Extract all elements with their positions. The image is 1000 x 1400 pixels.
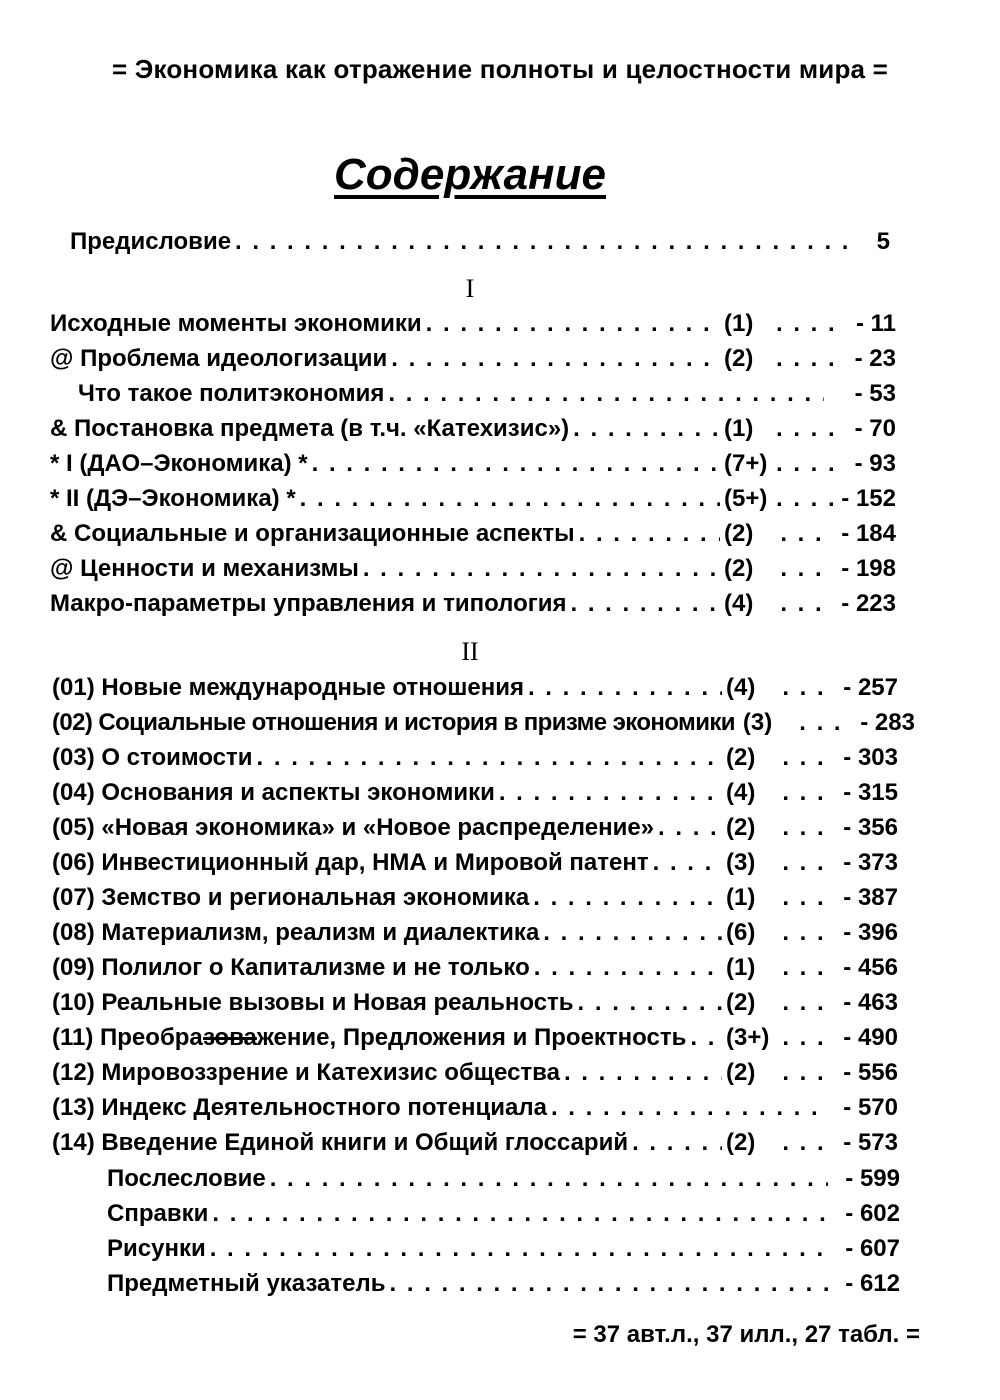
dot-leader: [499, 779, 722, 807]
toc-row: [52, 919, 898, 954]
dot-leader: . . .: [782, 1129, 826, 1156]
entry-label: * I (ДАО–Экономика) *: [50, 450, 308, 477]
section-1-entries: [50, 310, 896, 625]
entry-label: (14) Введение Единой книги и Общий глоссарий: [52, 1129, 629, 1156]
entry-label: Послесловие: [107, 1165, 266, 1192]
toc-row: [52, 814, 898, 849]
entry-count: (2): [726, 814, 756, 841]
entry-label: Предисловие: [70, 228, 232, 255]
entry-page: - 198: [841, 555, 896, 582]
entry-label: (01) Новые международные отношения: [52, 674, 524, 701]
entry-count: (4): [726, 779, 756, 806]
toc-row: [52, 989, 898, 1024]
dot-leader: [391, 345, 720, 373]
entry-page: - 599: [845, 1165, 900, 1192]
dot-leader: [564, 1059, 722, 1087]
dot-leader: . . .: [782, 674, 826, 701]
entry-count: (4): [724, 590, 754, 617]
dot-leader: . . .: [782, 1059, 826, 1086]
toc-row: [50, 415, 896, 450]
toc-row: [50, 520, 896, 555]
entry-page: - 570: [843, 1094, 898, 1121]
entry-page: - 315: [843, 779, 898, 806]
toc-row: [52, 884, 898, 919]
dot-leader: . . .: [782, 919, 826, 946]
entry-label: @ Ценности и механизмы: [50, 555, 359, 582]
entry-label: (12) Мировоззрение и Катехизис общества: [52, 1059, 560, 1086]
toc-row: [107, 1235, 900, 1270]
entry-label: (02) Социальные отношения и история в призме экономики: [52, 709, 735, 736]
entry-count: (3): [726, 849, 756, 876]
dot-leader: . . .: [780, 520, 824, 547]
entry-page: - 53: [854, 380, 896, 407]
dot-leader: [210, 1235, 828, 1263]
entry-page: - 463: [843, 989, 898, 1016]
entry-page: - 356: [843, 814, 898, 841]
entry-page: - 396: [843, 919, 898, 946]
entry-count: (2): [724, 555, 754, 582]
entry-label: & Социальные и организационные аспекты: [50, 520, 575, 547]
entry-label: (10) Реальные вызовы и Новая реальность: [52, 989, 574, 1016]
toc-row: [50, 485, 896, 520]
dot-leader: [257, 744, 722, 772]
entry-page: - 573: [843, 1129, 898, 1156]
entry-label: Исходные моменты экономики: [50, 310, 422, 337]
entry-label: [52, 1024, 686, 1052]
entry-page: - 223: [841, 590, 896, 617]
dot-leader: . . .: [782, 814, 826, 841]
toc-row: [52, 1094, 898, 1129]
entry-count: (2): [724, 345, 754, 372]
dot-leader: [235, 228, 856, 256]
entry-label: (08) Материализм, реализм и диалектика: [52, 919, 540, 946]
entry-count: (1): [726, 884, 756, 911]
entry-count: (3+): [726, 1024, 770, 1051]
dot-leader: . . .: [782, 779, 826, 806]
dot-leader: [533, 884, 722, 912]
toc-row: [50, 310, 896, 345]
entry-label: Что такое политэкономия: [78, 380, 385, 407]
entry-page: - 257: [843, 674, 898, 701]
dot-leader: . . . .: [776, 310, 837, 337]
dot-leader: [534, 954, 722, 982]
toc-row: [52, 1059, 898, 1094]
dot-leader: . . .: [780, 555, 824, 582]
entry-page: - 152: [841, 485, 896, 512]
entry-count: (1): [726, 954, 756, 981]
toc-row: [50, 590, 896, 625]
entry-page: - 184: [841, 520, 896, 547]
toc-row: [107, 1200, 900, 1235]
toc-row: [52, 1129, 898, 1164]
entry-page: - 373: [843, 849, 898, 876]
entry-page: - 23: [854, 345, 896, 372]
dot-leader: . . .: [782, 884, 826, 911]
toc-row: [50, 450, 896, 485]
dot-leader: [632, 1129, 722, 1157]
entry-label-part: жение, Предложения и Проектность: [256, 1024, 687, 1051]
entry-page: - 607: [845, 1235, 900, 1262]
entry-label: (04) Основания и аспекты экономики: [52, 779, 495, 806]
entry-label: & Постановка предмета (в т.ч. «Катехизис»): [50, 415, 570, 442]
running-header: = Экономика как отражение полноты и целостности мира =: [111, 54, 889, 84]
dot-leader: [578, 989, 722, 1017]
section-numeral-2: II: [461, 637, 479, 666]
entry-count: (7+): [724, 450, 768, 477]
entry-label-part: (11) Преобра: [52, 1024, 204, 1051]
entry-count: (2): [726, 989, 756, 1016]
dot-leader: [690, 1024, 722, 1052]
toc-row: [52, 1024, 898, 1059]
dot-leader: . . .: [799, 709, 843, 736]
entry-page: - 93: [854, 450, 896, 477]
dot-leader: [551, 1094, 826, 1122]
dot-leader: [270, 1165, 828, 1193]
entry-label: (05) «Новая экономика» и «Новое распределение»: [52, 814, 655, 841]
dot-leader: . . .: [782, 744, 826, 771]
dot-leader: [571, 590, 721, 618]
dot-leader: [300, 485, 720, 513]
entry-count: (2): [724, 520, 754, 547]
toc-row: [107, 1165, 900, 1200]
toc-row: [52, 779, 898, 814]
dot-leader: [573, 415, 720, 443]
toc-row: [50, 380, 896, 415]
entry-label: (13) Индекс Деятельностного потенциала: [52, 1094, 547, 1121]
entry-label: Рисунки: [107, 1235, 206, 1262]
entry-page: - 303: [843, 744, 898, 771]
dot-leader: [426, 310, 720, 338]
toc-row: [50, 345, 896, 380]
entry-count: (5+): [724, 485, 768, 512]
entry-page: - 456: [843, 954, 898, 981]
toc-row: [52, 674, 898, 709]
dot-leader: [388, 380, 824, 408]
entry-label: (09) Полилог о Капитализме и не только: [52, 954, 530, 981]
dot-leader: . . . .: [776, 415, 837, 442]
entry-page: - 556: [843, 1059, 898, 1086]
entry-label: (07) Земство и региональная экономика: [52, 884, 530, 911]
dot-leader: . . . .: [776, 485, 837, 512]
entry-label: Справки: [107, 1200, 209, 1227]
entry-page: - 602: [845, 1200, 900, 1227]
struck-out-text: зова: [203, 1024, 257, 1051]
dot-leader: [363, 555, 720, 583]
entry-page: - 490: [843, 1024, 898, 1051]
entry-page: 5: [876, 228, 890, 255]
dot-leader: [543, 919, 722, 947]
entry-label: * II (ДЭ–Экономика) *: [50, 485, 296, 512]
toc-row: [52, 744, 898, 779]
entry-count: (1): [724, 415, 754, 442]
dot-leader: [528, 674, 722, 702]
toc-row: [70, 228, 890, 263]
back-matter-entries: [107, 1165, 900, 1305]
dot-leader: [579, 520, 720, 548]
dot-leader: . . .: [782, 989, 826, 1016]
dot-leader: [390, 1270, 828, 1298]
toc-row: [52, 954, 898, 989]
entry-count: (2): [726, 1059, 756, 1086]
toc-row: [107, 1270, 900, 1305]
entry-label: (03) О стоимости: [52, 744, 253, 771]
dot-leader: [658, 814, 722, 842]
section-numeral-1: I: [465, 274, 475, 303]
entry-page: - 387: [843, 884, 898, 911]
entry-page: - 612: [845, 1270, 900, 1297]
dot-leader: . . .: [780, 590, 824, 617]
entry-page: - 283: [860, 709, 915, 736]
entry-count: (4): [726, 674, 756, 701]
page-title: Содержание: [334, 150, 606, 199]
entry-count: (3): [742, 709, 773, 736]
entry-page: - 70: [854, 415, 896, 442]
entry-page: - 11: [855, 310, 896, 337]
dot-leader: . . . .: [776, 345, 837, 372]
entry-count: (6): [726, 919, 756, 946]
dot-leader: [653, 849, 722, 877]
entry-label: @ Проблема идеологизации: [50, 345, 388, 372]
dot-leader: [312, 450, 720, 478]
toc-row: [52, 849, 898, 884]
entry-count: (1): [724, 310, 754, 337]
dot-leader: . . . .: [776, 450, 837, 477]
entry-label: Предметный указатель: [107, 1270, 386, 1297]
preface-entry: [70, 228, 890, 263]
dot-leader: . . .: [782, 849, 826, 876]
toc-row: [52, 709, 915, 744]
dot-leader: . . .: [782, 954, 826, 981]
entry-label: (06) Инвестиционный дар, НМА и Мировой патент: [52, 849, 649, 876]
dot-leader: [212, 1200, 828, 1228]
dot-leader: . . .: [782, 1024, 826, 1051]
toc-row: [50, 555, 896, 590]
volume-summary: = 37 авт.л., 37 илл., 27 табл. =: [572, 1321, 920, 1348]
entry-count: (2): [726, 744, 756, 771]
section-2-entries: [52, 674, 915, 1164]
entry-label: Макро-параметры управления и типология: [50, 590, 567, 617]
entry-count: (2): [726, 1129, 756, 1156]
